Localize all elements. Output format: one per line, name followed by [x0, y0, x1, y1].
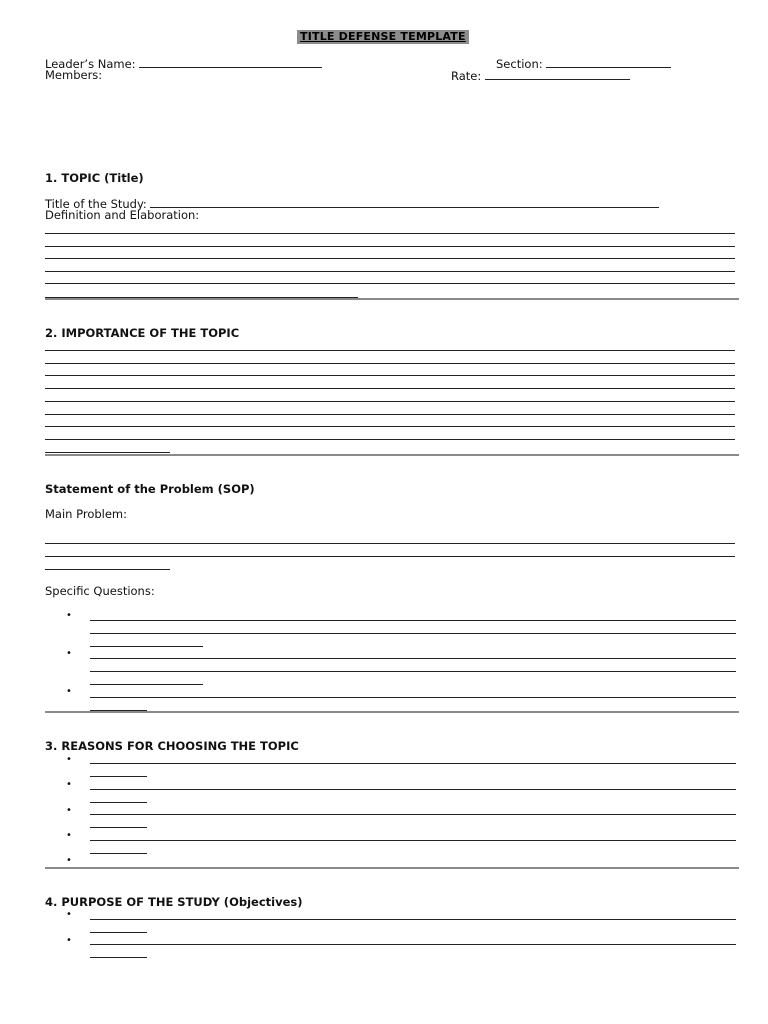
section-divider [45, 711, 739, 713]
bullet-icon: • [66, 779, 72, 790]
specific-question-line[interactable] [90, 697, 736, 698]
section-blank[interactable] [546, 56, 671, 68]
section-divider [45, 454, 739, 456]
definition-line[interactable] [45, 246, 735, 247]
reason-line[interactable] [90, 776, 147, 777]
section-divider [45, 298, 739, 300]
bullet-icon: • [66, 686, 72, 697]
main-problem-line[interactable] [45, 569, 170, 570]
bullet-icon: • [66, 754, 72, 765]
specific-question-line[interactable] [90, 620, 736, 621]
importance-heading: 2. IMPORTANCE OF THE TOPIC [45, 326, 240, 340]
bullet-icon: • [66, 648, 72, 659]
section-label: Section: [496, 57, 543, 71]
specific-question-line[interactable] [90, 658, 736, 659]
importance-line[interactable] [45, 350, 735, 351]
bullet-icon: • [66, 805, 72, 816]
definition-line[interactable] [45, 271, 735, 272]
specific-question-line[interactable] [90, 671, 736, 672]
reason-line[interactable] [90, 789, 736, 790]
objective-line[interactable] [90, 944, 736, 945]
reasons-heading: 3. REASONS FOR CHOOSING THE TOPIC [45, 739, 299, 753]
definition-label: Definition and Elaboration: [45, 208, 200, 222]
members-label: Members: [45, 68, 103, 82]
main-problem-label: Main Problem: [45, 507, 127, 521]
title-of-study-label: Title of the Study: [45, 197, 147, 211]
importance-line[interactable] [45, 452, 170, 453]
definition-line[interactable] [45, 283, 735, 284]
document-title: TITLE DEFENSE TEMPLATE [297, 30, 469, 44]
main-problem-line[interactable] [45, 543, 735, 544]
sop-heading: Statement of the Problem (SOP) [45, 482, 255, 496]
bullet-icon: • [66, 909, 72, 920]
reason-line[interactable] [90, 763, 736, 764]
specific-question-line[interactable] [90, 633, 736, 634]
rate-blank[interactable] [485, 68, 630, 80]
main-problem-line[interactable] [45, 556, 735, 557]
specific-questions-label: Specific Questions: [45, 584, 155, 598]
bullet-icon: • [66, 610, 72, 621]
section-divider [45, 867, 739, 869]
importance-line[interactable] [45, 363, 735, 364]
definition-line[interactable] [45, 258, 735, 259]
rate-field[interactable] [451, 68, 630, 83]
importance-line[interactable] [45, 401, 735, 402]
specific-question-line[interactable] [90, 646, 203, 647]
bullet-icon: • [66, 935, 72, 946]
topic-heading: 1. TOPIC (Title) [45, 171, 144, 185]
importance-line[interactable] [45, 388, 735, 389]
leader-name-blank[interactable] [139, 56, 322, 68]
rate-label: Rate: [451, 69, 482, 83]
reason-line[interactable] [90, 840, 736, 841]
definition-line[interactable] [45, 233, 735, 234]
reason-line[interactable] [90, 827, 147, 828]
reason-line[interactable] [90, 814, 736, 815]
objective-line[interactable] [90, 957, 147, 958]
objective-line[interactable] [90, 932, 147, 933]
importance-line[interactable] [45, 439, 735, 440]
importance-line[interactable] [45, 414, 735, 415]
reason-line[interactable] [90, 853, 147, 854]
purpose-heading: 4. PURPOSE OF THE STUDY (Objectives) [45, 895, 303, 909]
bullet-icon: • [66, 855, 72, 866]
leader-name-label: Leader’s Name: [45, 57, 136, 71]
reason-line[interactable] [90, 802, 147, 803]
bullet-icon: • [66, 830, 72, 841]
specific-question-line[interactable] [90, 684, 203, 685]
importance-line[interactable] [45, 426, 735, 427]
importance-line[interactable] [45, 375, 735, 376]
title-of-study-blank[interactable] [150, 196, 659, 208]
objective-line[interactable] [90, 919, 736, 920]
